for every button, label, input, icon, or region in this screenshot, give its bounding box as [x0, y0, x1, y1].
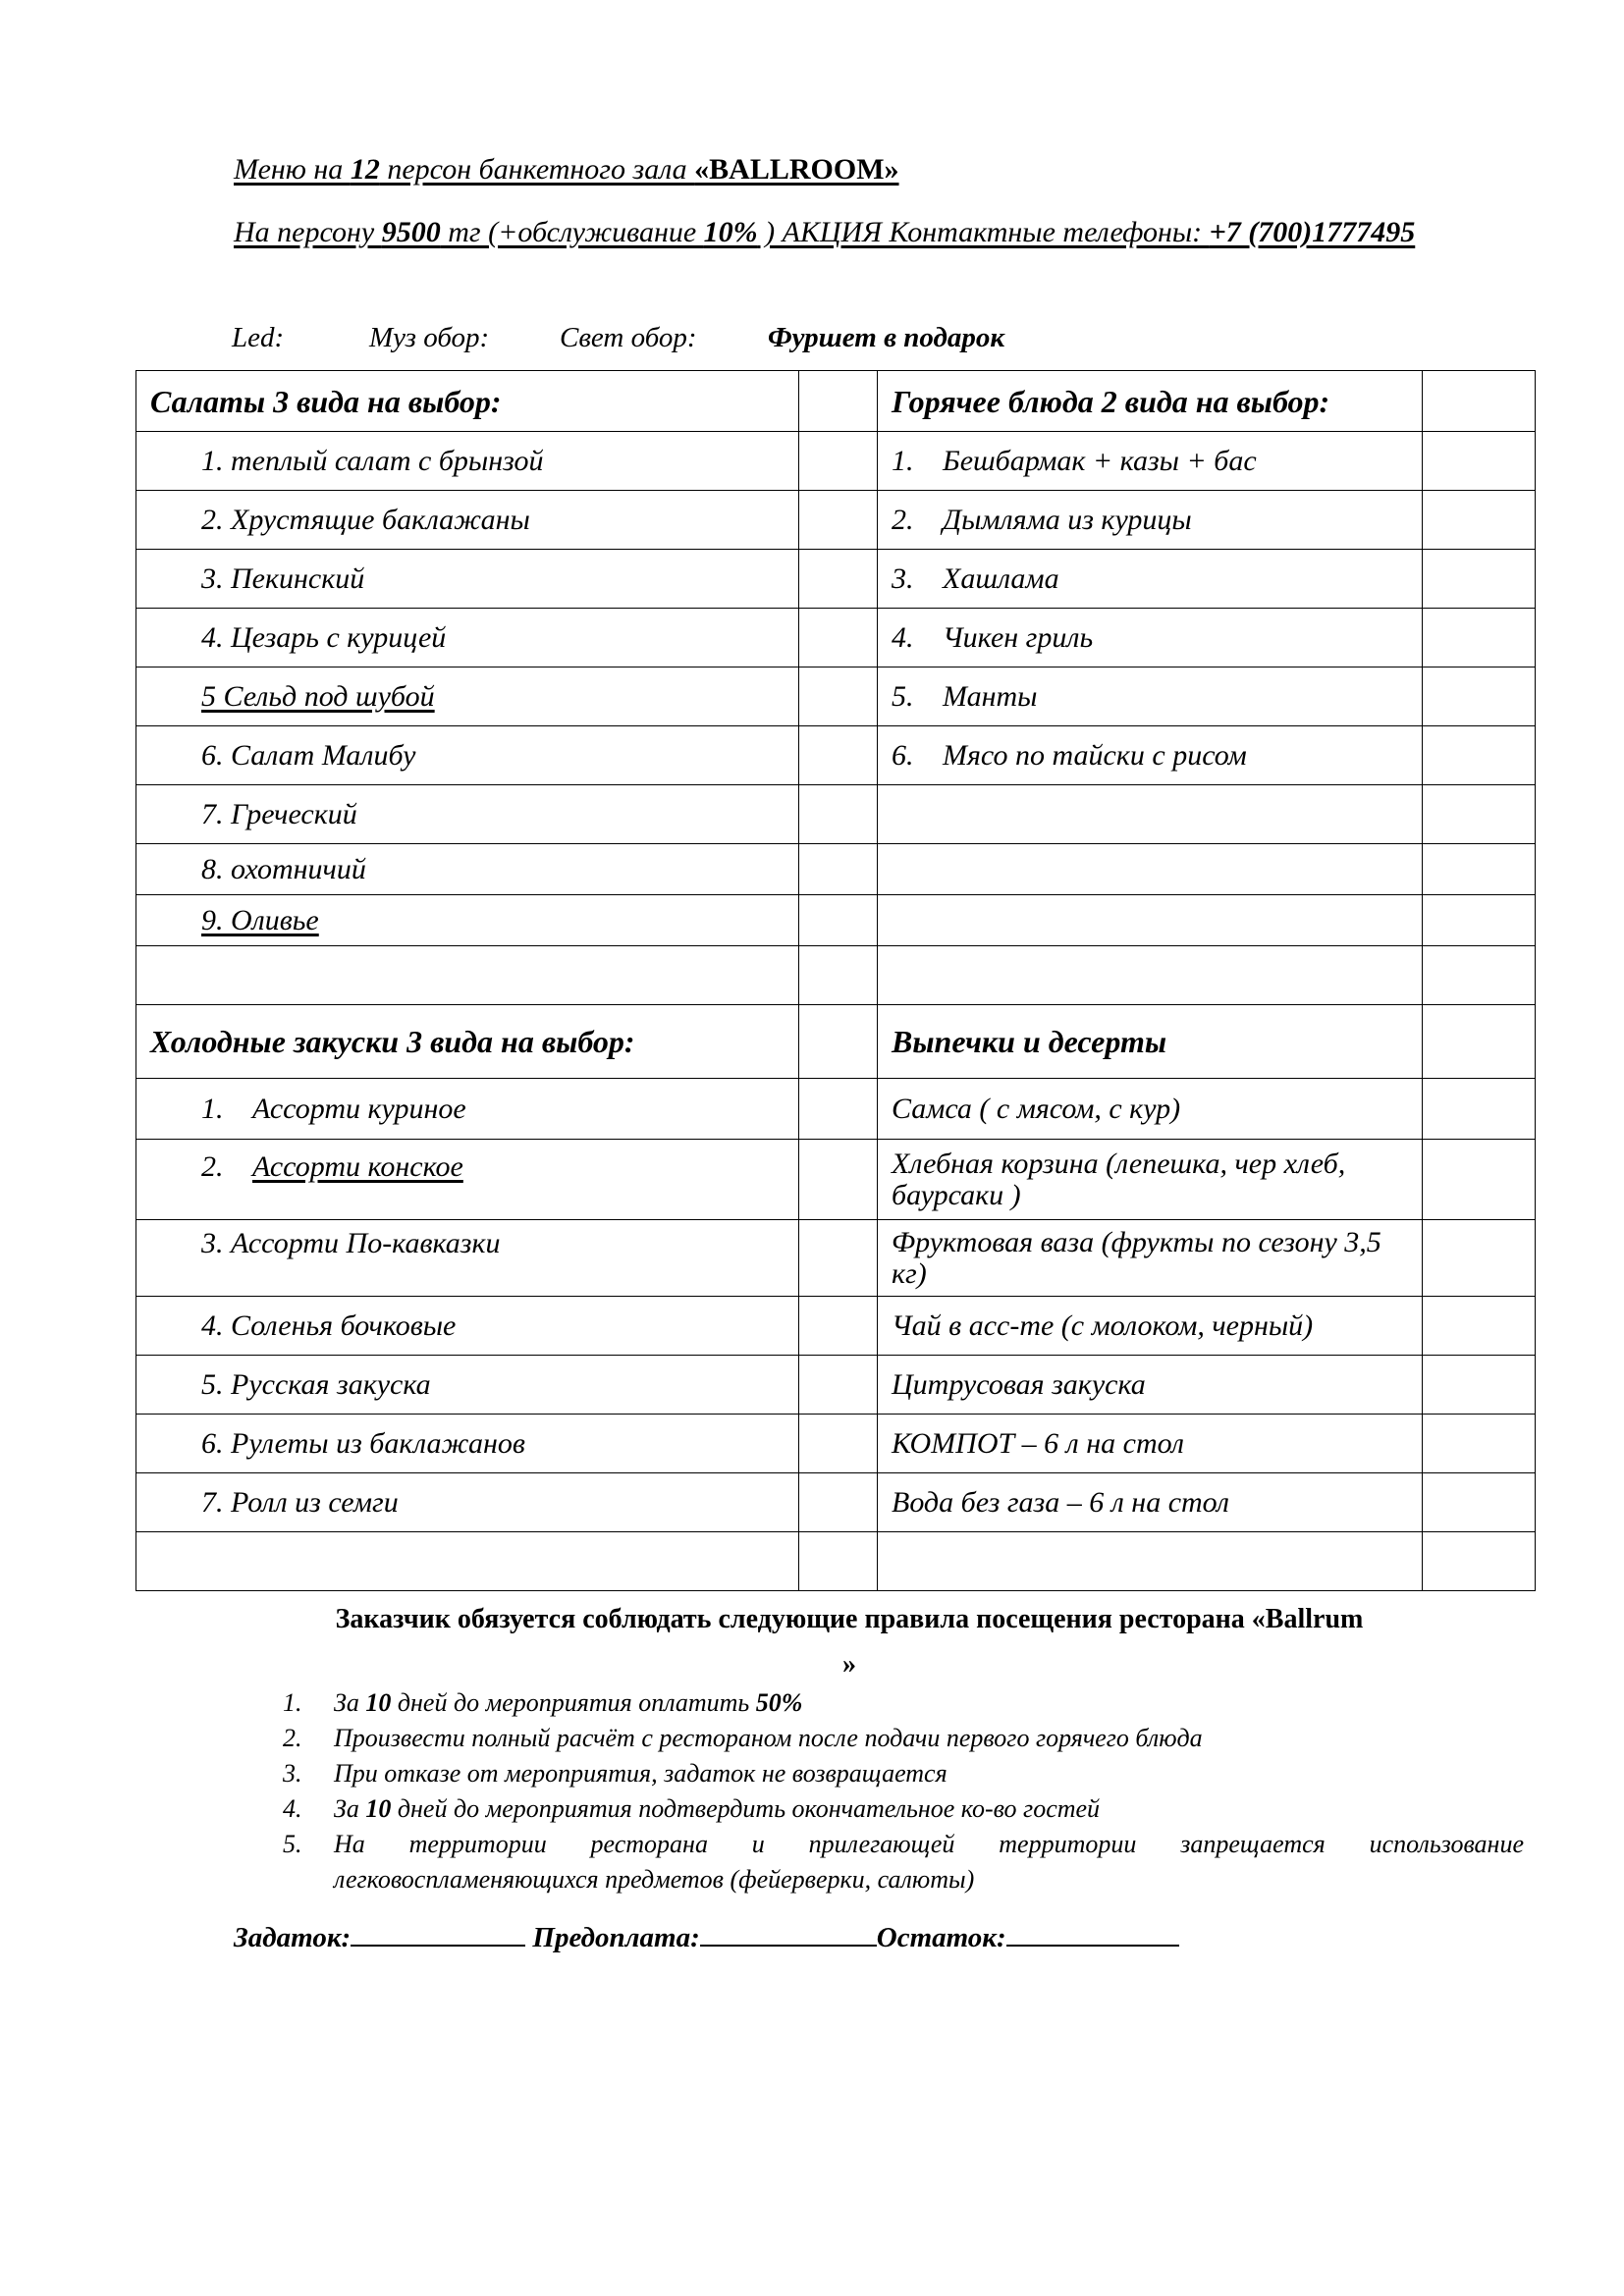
deposit-label: Задаток: [234, 1922, 352, 1953]
balance-label: Остаток: [876, 1922, 1006, 1953]
menu-table [135, 370, 1536, 1591]
salad-item: 2. Хрустящие баклажаны [136, 491, 799, 550]
salad-item: 6. Салат Малибу [136, 726, 799, 785]
list-item: 2. Произвести полный расчёт с рестораном после подачи первого горячего блюда [283, 1724, 1203, 1752]
table-row [136, 371, 1536, 432]
list-item: 1. За 10 дней до мероприятия оплатить 50% [283, 1688, 803, 1717]
table-row [136, 609, 1536, 667]
deposit-field[interactable] [351, 1919, 525, 1947]
table-row [136, 491, 1536, 550]
hot-item: 3. Хашлама [878, 550, 1423, 609]
hot-item: 4. Чикен гриль [878, 609, 1423, 667]
table-row [136, 1532, 1536, 1591]
salad-item: 4. Цезарь с курицей [136, 609, 799, 667]
cold-item: 3. Ассорти По-кавказки [136, 1220, 799, 1297]
table-row [136, 1297, 1536, 1356]
table-row [136, 844, 1536, 895]
led-label: Led: [232, 322, 285, 353]
light-equipment-label: Свет обор: [560, 322, 697, 353]
salad-item: 1. теплый салат с брынзой [136, 432, 799, 491]
music-equipment-label: Муз обор: [369, 322, 490, 353]
table-row [136, 1079, 1536, 1140]
rules-list [283, 1685, 1524, 1897]
table-row [136, 1356, 1536, 1415]
table-row [136, 550, 1536, 609]
table-row [136, 895, 1536, 946]
cold-item: 2. Ассорти конское [136, 1140, 799, 1220]
salad-item: 9. Оливье [136, 895, 799, 946]
rules-title: Заказчик обязуется соблюдать следующие правила посещения ресторана «Ballrum » [335, 1604, 1364, 1680]
phone-number: +7 (700)1777495 [1209, 216, 1416, 248]
salad-item: 8. охотничий [136, 844, 799, 895]
desserts-header: Выпечки и десерты [878, 1005, 1423, 1079]
list-item: 4. За 10 дней до мероприятия подтвердить окончательное ко-во гостей [283, 1794, 1101, 1823]
salad-item: 3. Пекинский [136, 550, 799, 609]
list-item: 3. При отказе от мероприятия, задаток не возвращается [283, 1759, 947, 1788]
list-item: 5. На территории ресторана и прилегающей территории запрещается использование легковоспламеняющихся предметов (фейерверки, салюты) [283, 1830, 1524, 1894]
hot-item: 1. Бешбармак + казы + бас [878, 432, 1423, 491]
table-row [136, 667, 1536, 726]
table-row [136, 1220, 1536, 1297]
cold-item: 7. Ролл из семги [136, 1473, 799, 1532]
cold-item: 1. Ассорти куриное [136, 1079, 799, 1140]
buffet-gift-label: Фуршет в подарок [768, 322, 1005, 353]
dessert-item: КОМПОТ – 6 л на стол [878, 1415, 1423, 1473]
cold-item: 6. Рулеты из баклажанов [136, 1415, 799, 1473]
table-row [136, 1005, 1536, 1079]
table-row [136, 432, 1536, 491]
table-row [136, 785, 1536, 844]
table-row [136, 1473, 1536, 1532]
dessert-item: Самса ( с мясом, с кур) [878, 1079, 1423, 1140]
table-row [136, 726, 1536, 785]
hot-item: 5. Манты [878, 667, 1423, 726]
dessert-item: Чай в асс-те (с молоком, черный) [878, 1297, 1423, 1356]
table-row [136, 946, 1536, 1005]
prepayment-field[interactable] [700, 1919, 877, 1947]
salad-item: 7. Греческий [136, 785, 799, 844]
payment-line [234, 1919, 1179, 1954]
dessert-item: Цитрусовая закуска [878, 1356, 1423, 1415]
hot-item: 6. Мясо по тайски с рисом [878, 726, 1423, 785]
hot-item: 2. Дымляма из курицы [878, 491, 1423, 550]
cold-item: 5. Русская закуска [136, 1356, 799, 1415]
price-line: На персону 9500 тг (+обслуживание 10% ) АКЦИЯ Контактные телефоны: +7 (700)1777495 [234, 216, 1416, 248]
dessert-item: Фруктовая ваза (фрукты по сезону 3,5 кг) [878, 1220, 1423, 1297]
menu-title: Меню на 12 персон банкетного зала «BALLROOM» [234, 153, 899, 186]
cold-appetizers-header: Холодные закуски 3 вида на выбор: [136, 1005, 799, 1079]
table-row [136, 1140, 1536, 1220]
dessert-item: Вода без газа – 6 л на стол [878, 1473, 1423, 1532]
salads-header: Салаты 3 вида на выбор: [136, 371, 799, 432]
prepayment-label: Предоплата: [532, 1922, 700, 1953]
hot-dishes-header: Горячее блюда 2 вида на выбор: [878, 371, 1423, 432]
table-row [136, 1415, 1536, 1473]
dessert-item: Хлебная корзина (лепешка, чер хлеб, баурсаки ) [878, 1140, 1423, 1220]
cold-item: 4. Соленья бочковые [136, 1297, 799, 1356]
salad-item: 5 Сельд под шубой [136, 667, 799, 726]
balance-field[interactable] [1006, 1919, 1179, 1947]
